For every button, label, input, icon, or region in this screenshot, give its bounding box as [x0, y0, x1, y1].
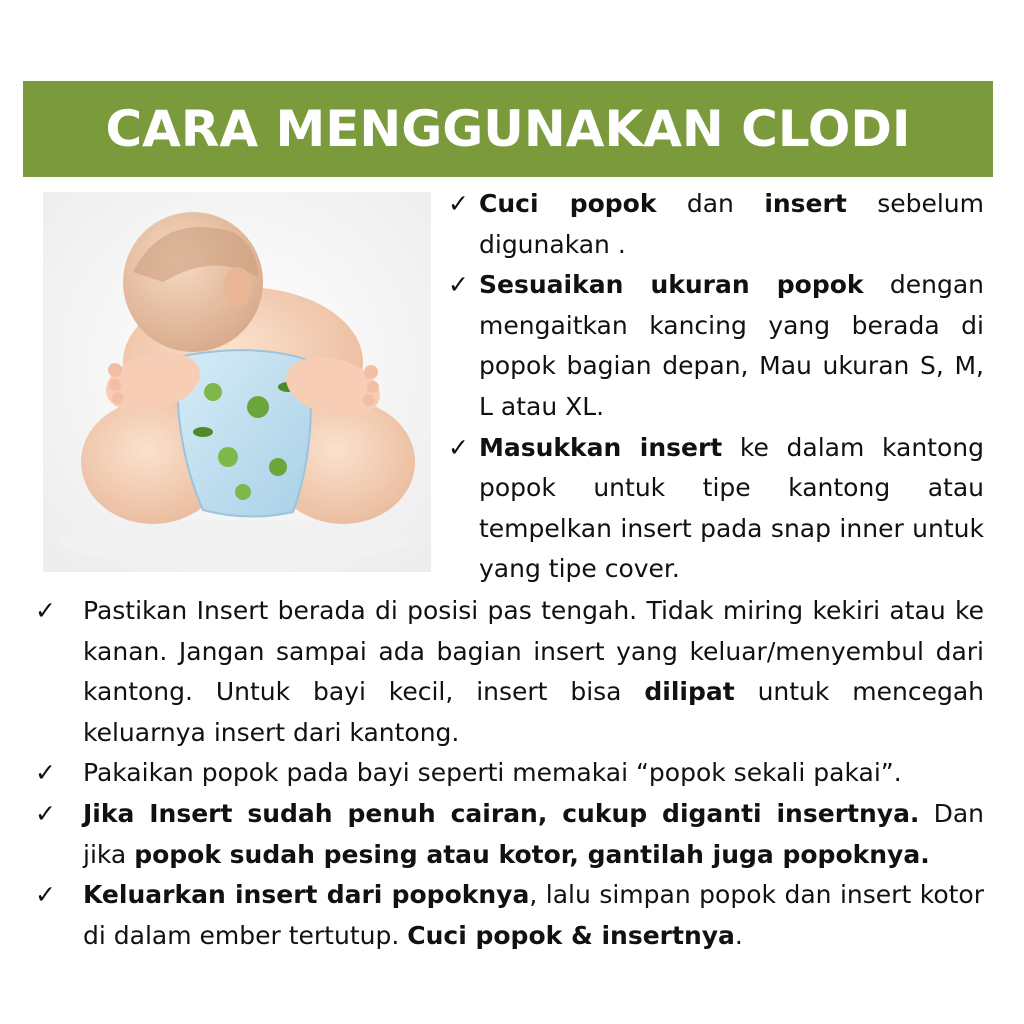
- item-text: Pakaikan popok pada bayi seperti memakai “popok sekali pakai”.: [83, 758, 902, 788]
- item-text: dengan mengaitkan kancing yang berada di popok bagian depan, Mau ukuran S, M, L atau XL.: [479, 270, 984, 421]
- item-text: Pastikan Insert berada di posisi pas tengah. Tidak miring kekiri atau ke kanan. Jangan sampai ada bagian insert yang keluar/menyembul dari kantong. Untuk bayi kecil, insert bisa: [83, 596, 984, 707]
- item-bold-text: popok sudah pesing atau kotor, gantilah juga popoknya.: [134, 839, 930, 869]
- list-item: [448, 265, 984, 427]
- list-item: [35, 794, 984, 875]
- item-bold-text: Sesuaikan ukuran popok: [479, 270, 864, 300]
- checkmark-icon: ✓: [448, 432, 469, 462]
- item-bold-text: dilipat: [644, 677, 735, 707]
- item-text: ke dalam kantong popok untuk tipe kantong atau tempelkan insert pada snap inner untuk yang tipe cover.: [479, 432, 984, 584]
- item-text: Dan jika: [83, 798, 984, 869]
- item-text: sebelum digunakan .: [479, 189, 984, 259]
- item-bold-text: Keluarkan insert dari popoknya: [83, 880, 530, 910]
- baby-wearing-cloth-diaper-photo-icon: [43, 192, 431, 572]
- title-banner: [23, 81, 993, 177]
- item-bold-text: Masukkan insert: [479, 432, 723, 462]
- item-text: .: [734, 920, 743, 950]
- item-bold-text: Cuci popok & insertnya: [407, 920, 735, 950]
- checkmark-icon: ✓: [35, 758, 56, 788]
- checkmark-icon: ✓: [35, 880, 56, 910]
- item-text: dan: [656, 189, 765, 218]
- checkmark-icon: ✓: [448, 189, 469, 218]
- item-bold-text: Jika Insert sudah penuh cairan, cukup diganti insertnya.: [83, 798, 920, 828]
- list-item: [35, 591, 984, 753]
- page-title: CARA MENGGUNAKAN CLODI: [105, 100, 911, 158]
- list-item: [448, 184, 984, 265]
- list-item: [35, 753, 984, 794]
- list-item: [448, 428, 984, 590]
- item-bold-text: Cuci popok: [479, 189, 657, 218]
- instruction-list-top: [448, 184, 984, 590]
- checkmark-icon: ✓: [448, 270, 469, 300]
- item-bold-text: insert: [764, 189, 847, 218]
- item-text: , lalu simpan popok dan insert kotor di dalam ember tertutup.: [83, 880, 984, 950]
- checkmark-icon: ✓: [35, 596, 56, 625]
- list-item: [35, 875, 984, 956]
- instruction-list-bottom: [35, 591, 984, 956]
- item-text: untuk mencegah keluarnya insert dari kantong.: [83, 677, 984, 747]
- checkmark-icon: ✓: [35, 798, 56, 828]
- baby-diaper-photo: [43, 192, 431, 572]
